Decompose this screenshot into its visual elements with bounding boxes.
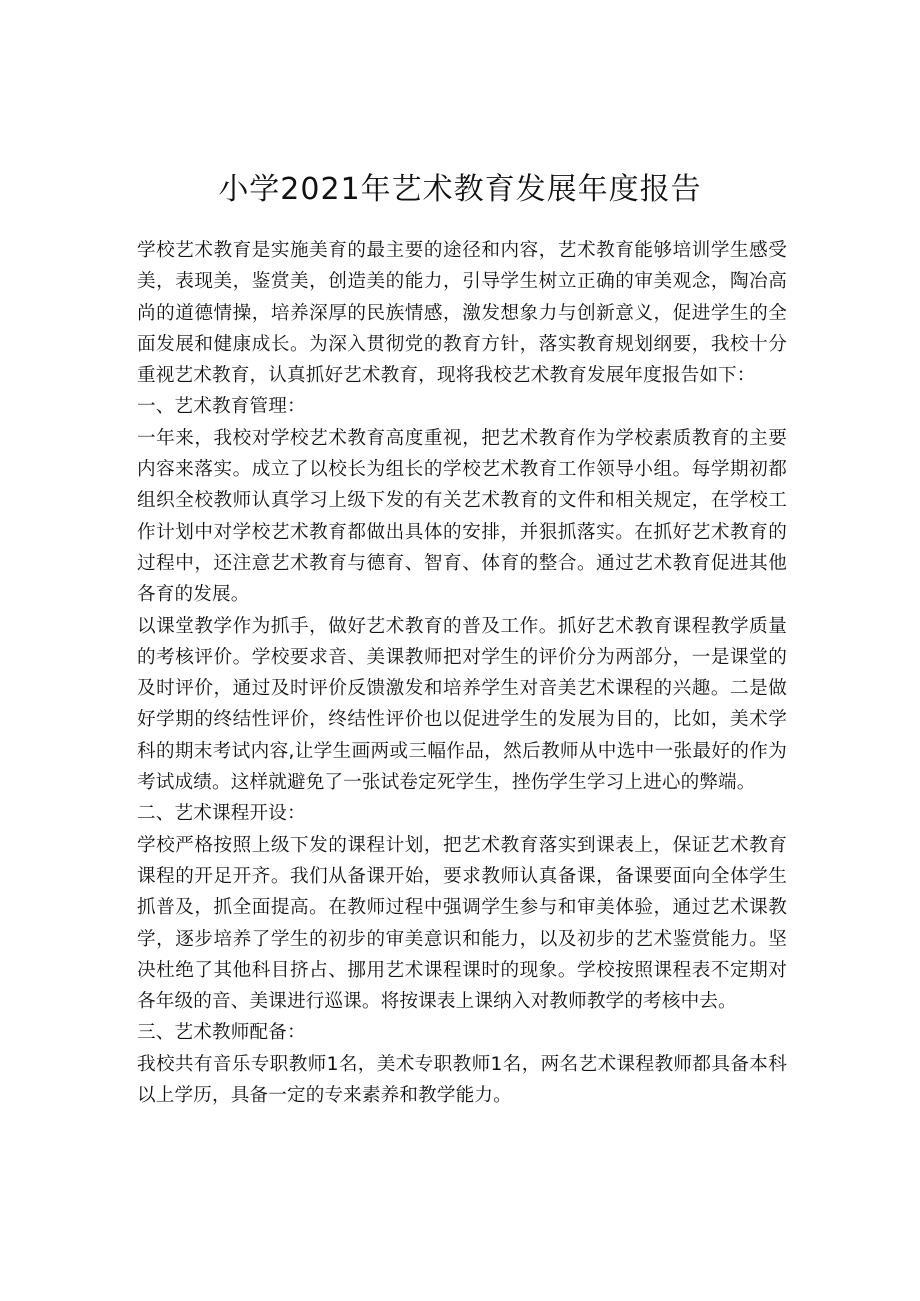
curriculum-paragraph: 学校严格按照上级下发的课程计划，把艺术教育落实到课表上，保证艺术教育课程的开足开齐。我们从备课开始，要求教师认真备课，备课要面向全体学生抓普及，抓全面提高。在教师过程中强调学生参与和审美体验，通过艺术课教学，逐步培养了学生的初步的审美意识和能力，以及初步的艺术鉴赏能力。坚决杜绝了其他科目挤占、挪用艺术课程课时的现象。学校按照课程表不定期对各年级的音、美课进行巡课。将按课表上课纳入对教师教学的考核中去。 xyxy=(137,834,787,1013)
intro-paragraph: 学校艺术教育是实施美育的最主要的途径和内容，艺术教育能够培训学生感受美，表现美，鉴赏美，创造美的能力，引导学生树立正确的审美观念，陶冶高尚的道德情操，培养深厚的民族情感，激发想象力与创新意义，促进学生的全面发展和健康成长。为深入贯彻党的教育方针，落实教育规划纲要，我校十分重视艺术教育，认真抓好艺术教育，现将我校艺术教育发展年度报告如下： xyxy=(137,240,787,387)
management-paragraph: 一年来，我校对学校艺术教育高度重视，把艺术教育作为学校素质教育的主要内容来落实。成立了以校长为组长的学校艺术教育工作领导小组。每学期初都组织全校教师认真学习上级下发的有关艺术教育的文件和相关规定，在学校工作计划中对学校艺术教育都做出具体的安排，并狠抓落实。在抓好艺术教育的过程中，还注意艺术教育与德育、智育、体育的整合。通过艺术教育促进其他各育的发展。 xyxy=(137,427,787,606)
document-body xyxy=(137,235,787,1111)
section-heading-curriculum: 二、艺术课程开设： xyxy=(137,803,306,825)
section-heading-teachers: 三、艺术教师配备： xyxy=(137,1022,306,1044)
section-heading-management: 一、艺术教育管理： xyxy=(137,396,306,418)
classroom-teaching-paragraph: 以课堂教学作为抓手，做好艺术教育的普及工作。抓好艺术教育课程教学质量的考核评价。学校要求音、美课教师把对学生的评价分为两部分，一是课堂的及时评价，通过及时评价反馈激发和培养学生对音美艺术课程的兴趣。二是做好学期的终结性评价，终结性评价也以促进学生的发展为目的，比如，美术学科的期末考试内容,让学生画两或三幅作品，然后教师从中选中一张最好的作为考试成绩。这样就避免了一张试卷定死学生，挫伤学生学习上进心的弊端。 xyxy=(137,615,787,794)
document-title: 小学2021年艺术教育发展年度报告 xyxy=(218,172,702,207)
teachers-paragraph: 我校共有音乐专职教师1名，美术专职教师1名，两名艺术课程教师都具备本科以上学历，具备一定的专来素养和教学能力。 xyxy=(137,1053,787,1107)
